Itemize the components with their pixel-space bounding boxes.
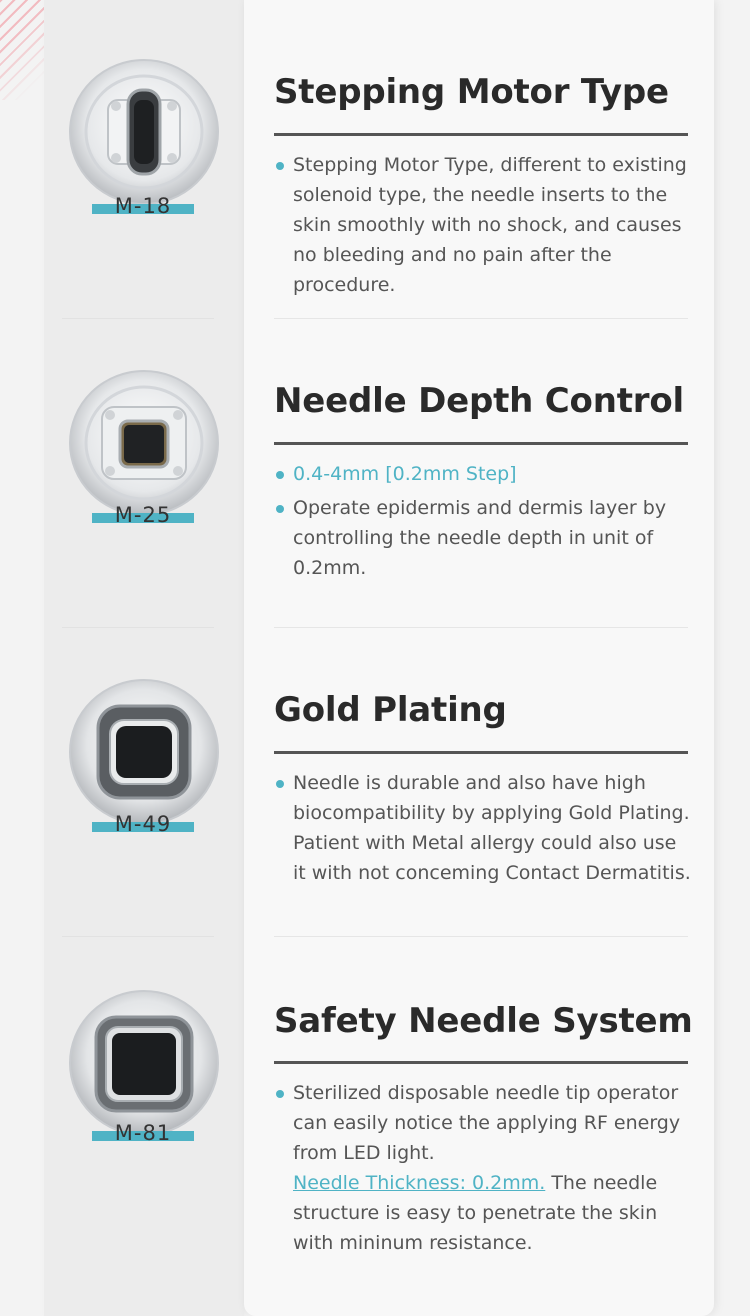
section-title: Gold Plating xyxy=(274,690,507,730)
bullet-text: Operate epidermis and dermis layer by controlling the needle depth in unit of 0.2mm. xyxy=(293,497,667,579)
model-label: M-49 xyxy=(114,812,172,836)
model-label: M-81 xyxy=(114,1121,172,1145)
title-underline xyxy=(274,751,688,754)
bullet-dot-icon xyxy=(276,162,284,170)
feature-section-stepping-motor xyxy=(0,0,750,309)
title-underline xyxy=(274,442,688,445)
bullet-item xyxy=(274,768,694,888)
model-label: M-18 xyxy=(114,194,172,218)
bullet-dot-icon xyxy=(276,1090,284,1098)
title-underline xyxy=(274,133,688,136)
bullet-item xyxy=(274,493,694,583)
bullet-dot-icon xyxy=(276,780,284,788)
title-underline xyxy=(274,1061,688,1064)
bullet-list xyxy=(274,1078,694,1262)
bullet-text: Sterilized disposable needle tip operator can easily notice the applying RF energy from LED light. xyxy=(293,1082,681,1164)
bullet-dot-icon xyxy=(276,505,284,513)
bullet-list xyxy=(274,459,694,587)
feature-section-safety-needle xyxy=(0,927,750,1254)
bullet-dot-icon xyxy=(276,471,284,479)
model-label: M-25 xyxy=(114,503,172,527)
bullet-list xyxy=(274,768,694,892)
bullet-item xyxy=(274,150,694,300)
bullet-text: Stepping Motor Type, different to existing solenoid type, the needle inserts to the skin smoothly with no shock, and causes no bleeding and no pain after the procedure. xyxy=(293,154,687,296)
feature-section-gold-plating xyxy=(0,618,750,927)
bullet-item xyxy=(274,1078,694,1258)
bullet-text: Needle is durable and also have high biocompatibility by applying Gold Plating. Patient with Metal allergy could also use it with not conceming Contact Dermatitis. xyxy=(293,772,691,884)
bullet-text: 0.4-4mm [0.2mm Step] xyxy=(293,463,517,485)
section-title: Needle Depth Control xyxy=(274,381,684,421)
feature-section-needle-depth xyxy=(0,309,750,618)
section-title: Safety Needle System xyxy=(274,1001,693,1041)
bullet-list xyxy=(274,150,694,304)
needle-thickness-link[interactable]: Needle Thickness: 0.2mm. xyxy=(293,1172,546,1194)
bullet-text-continued: The needle structure is easy to penetrate the skin with mininum resistance. xyxy=(293,1172,658,1254)
bullet-item xyxy=(274,459,694,489)
section-title: Stepping Motor Type xyxy=(274,72,669,112)
